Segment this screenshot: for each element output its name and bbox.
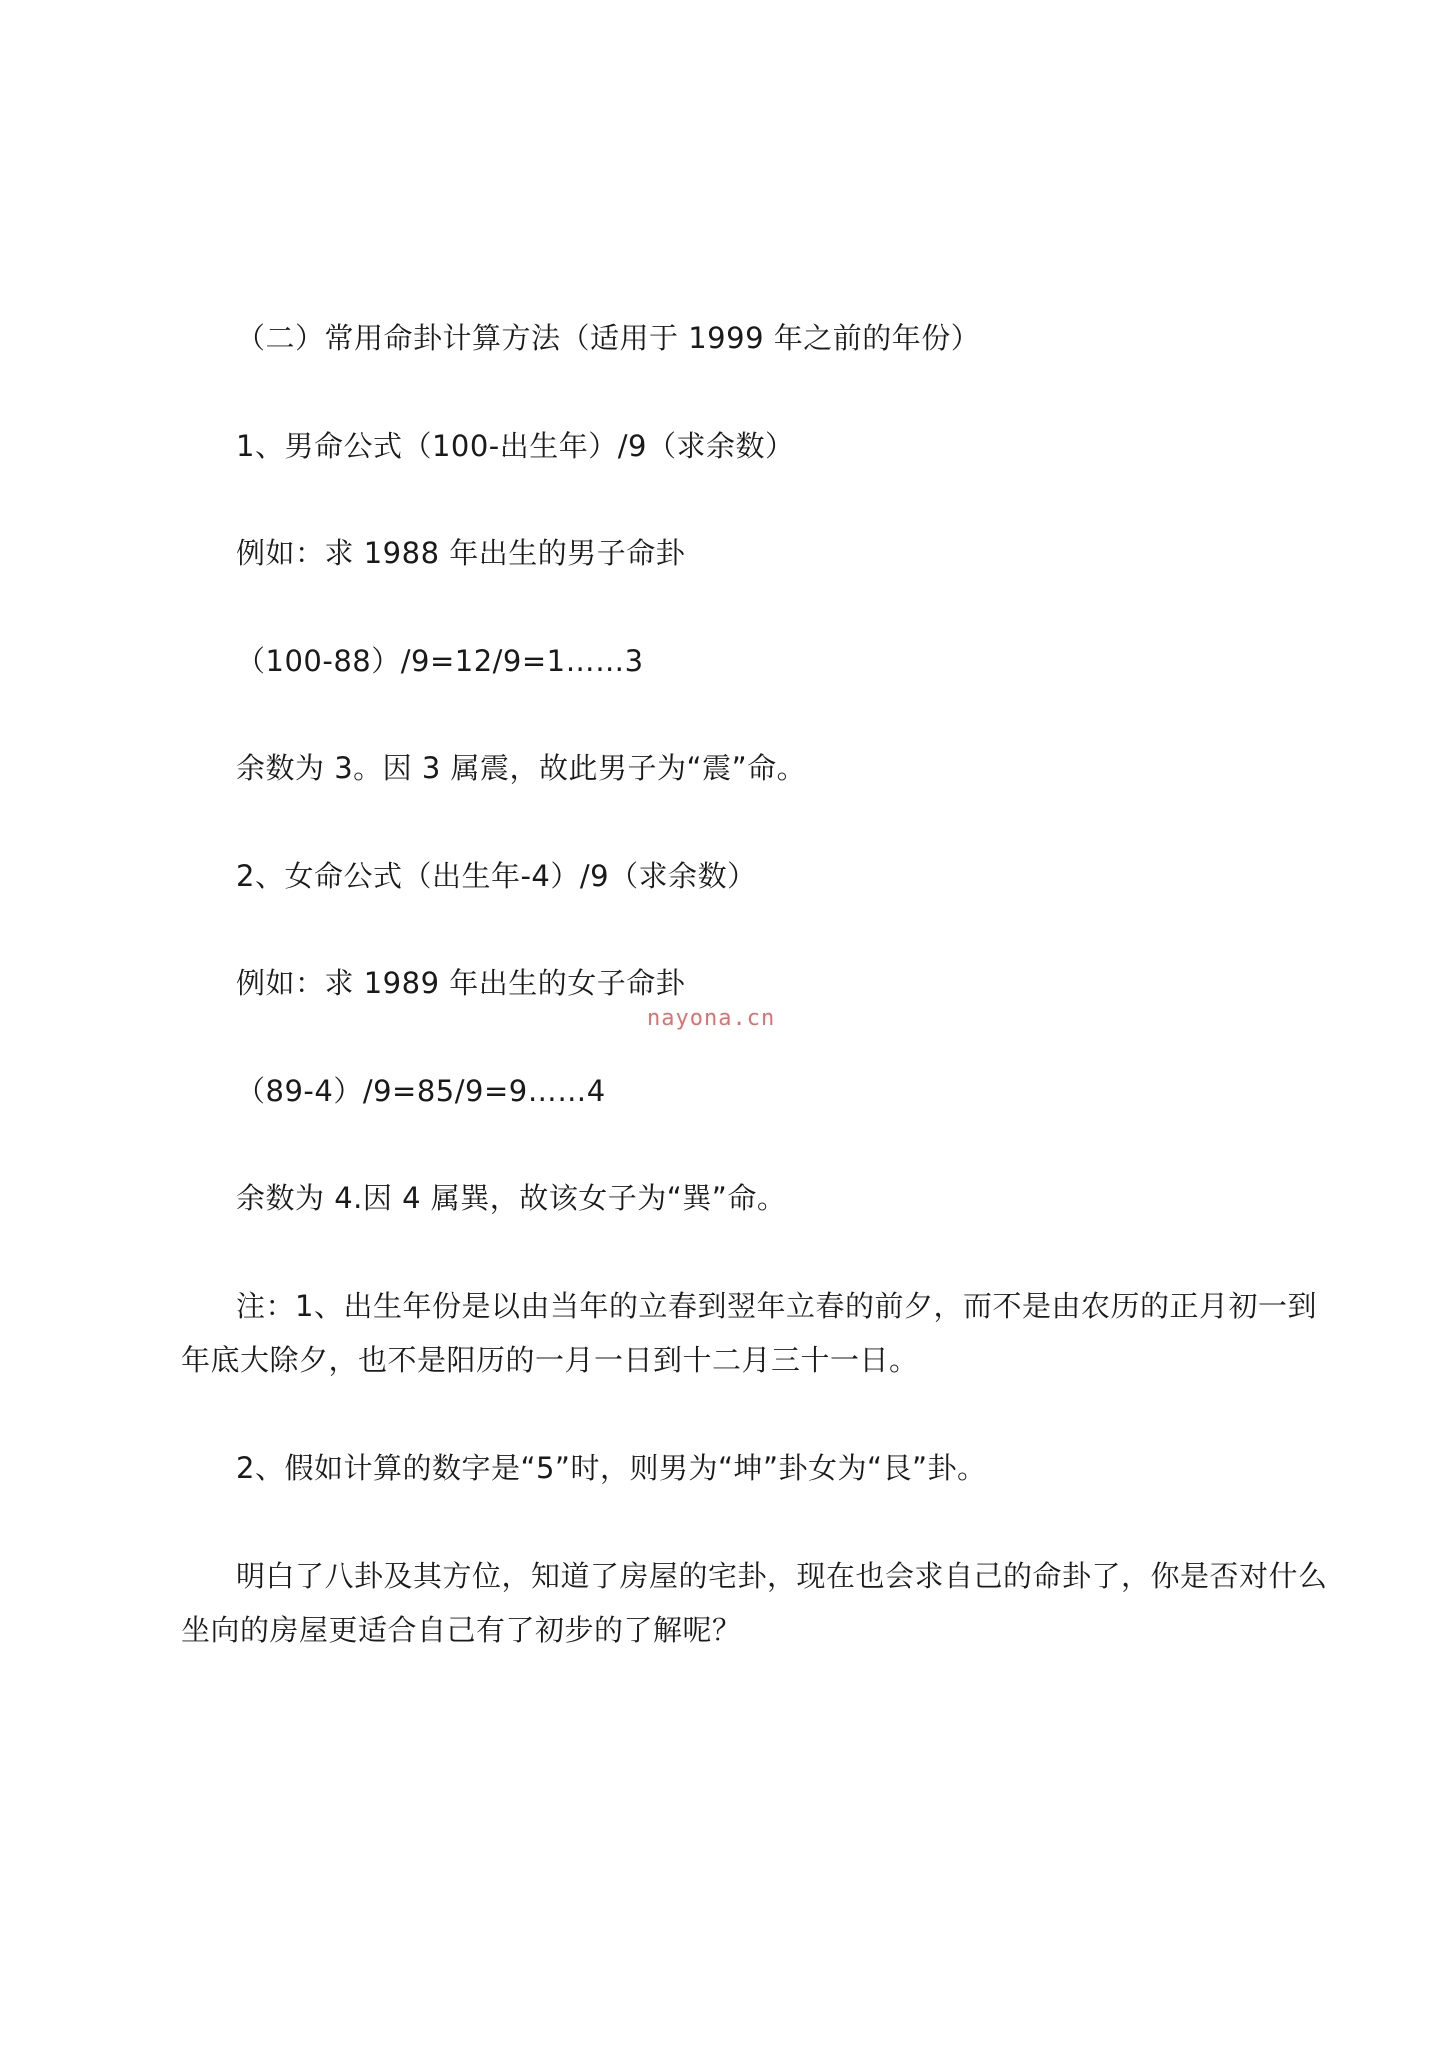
watermark: nayona.cn — [647, 1006, 776, 1031]
male-result: 余数为 3。因 3 属震，故此男子为“震”命。 — [236, 751, 807, 785]
female-formula: 2、女命公式（出生年-4）/9（求余数） — [236, 859, 757, 893]
male-example: 例如：求 1988 年出生的男子命卦 — [236, 536, 686, 570]
closing-line-2: 坐向的房屋更适合自己有了初步的了解呢？ — [181, 1613, 742, 1647]
male-calculation: （100-88）/9=12/9=1……3 — [236, 644, 644, 678]
female-calculation: （89-4）/9=85/9=9……4 — [236, 1074, 606, 1108]
male-formula: 1、男命公式（100-出生年）/9（求余数） — [236, 429, 795, 463]
note-2: 2、假如计算的数字是“5”时，则男为“坤”卦女为“艮”卦。 — [236, 1451, 987, 1485]
note-1-line-2: 年底大除夕，也不是阳历的一月一日到十二月三十一日。 — [181, 1343, 919, 1377]
female-example: 例如：求 1989 年出生的女子命卦 — [236, 966, 686, 1000]
female-result: 余数为 4.因 4 属巽，故该女子为“巽”命。 — [236, 1181, 787, 1215]
closing-line-1: 明白了八卦及其方位，知道了房屋的宅卦，现在也会求自己的命卦了，你是否对什么 — [236, 1559, 1328, 1593]
note-1-line-1: 注：1、出生年份是以由当年的立春到翌年立春的前夕，而不是由农历的正月初一到 — [236, 1289, 1317, 1323]
section-heading: （二）常用命卦计算方法（适用于 1999 年之前的年份） — [236, 321, 981, 355]
